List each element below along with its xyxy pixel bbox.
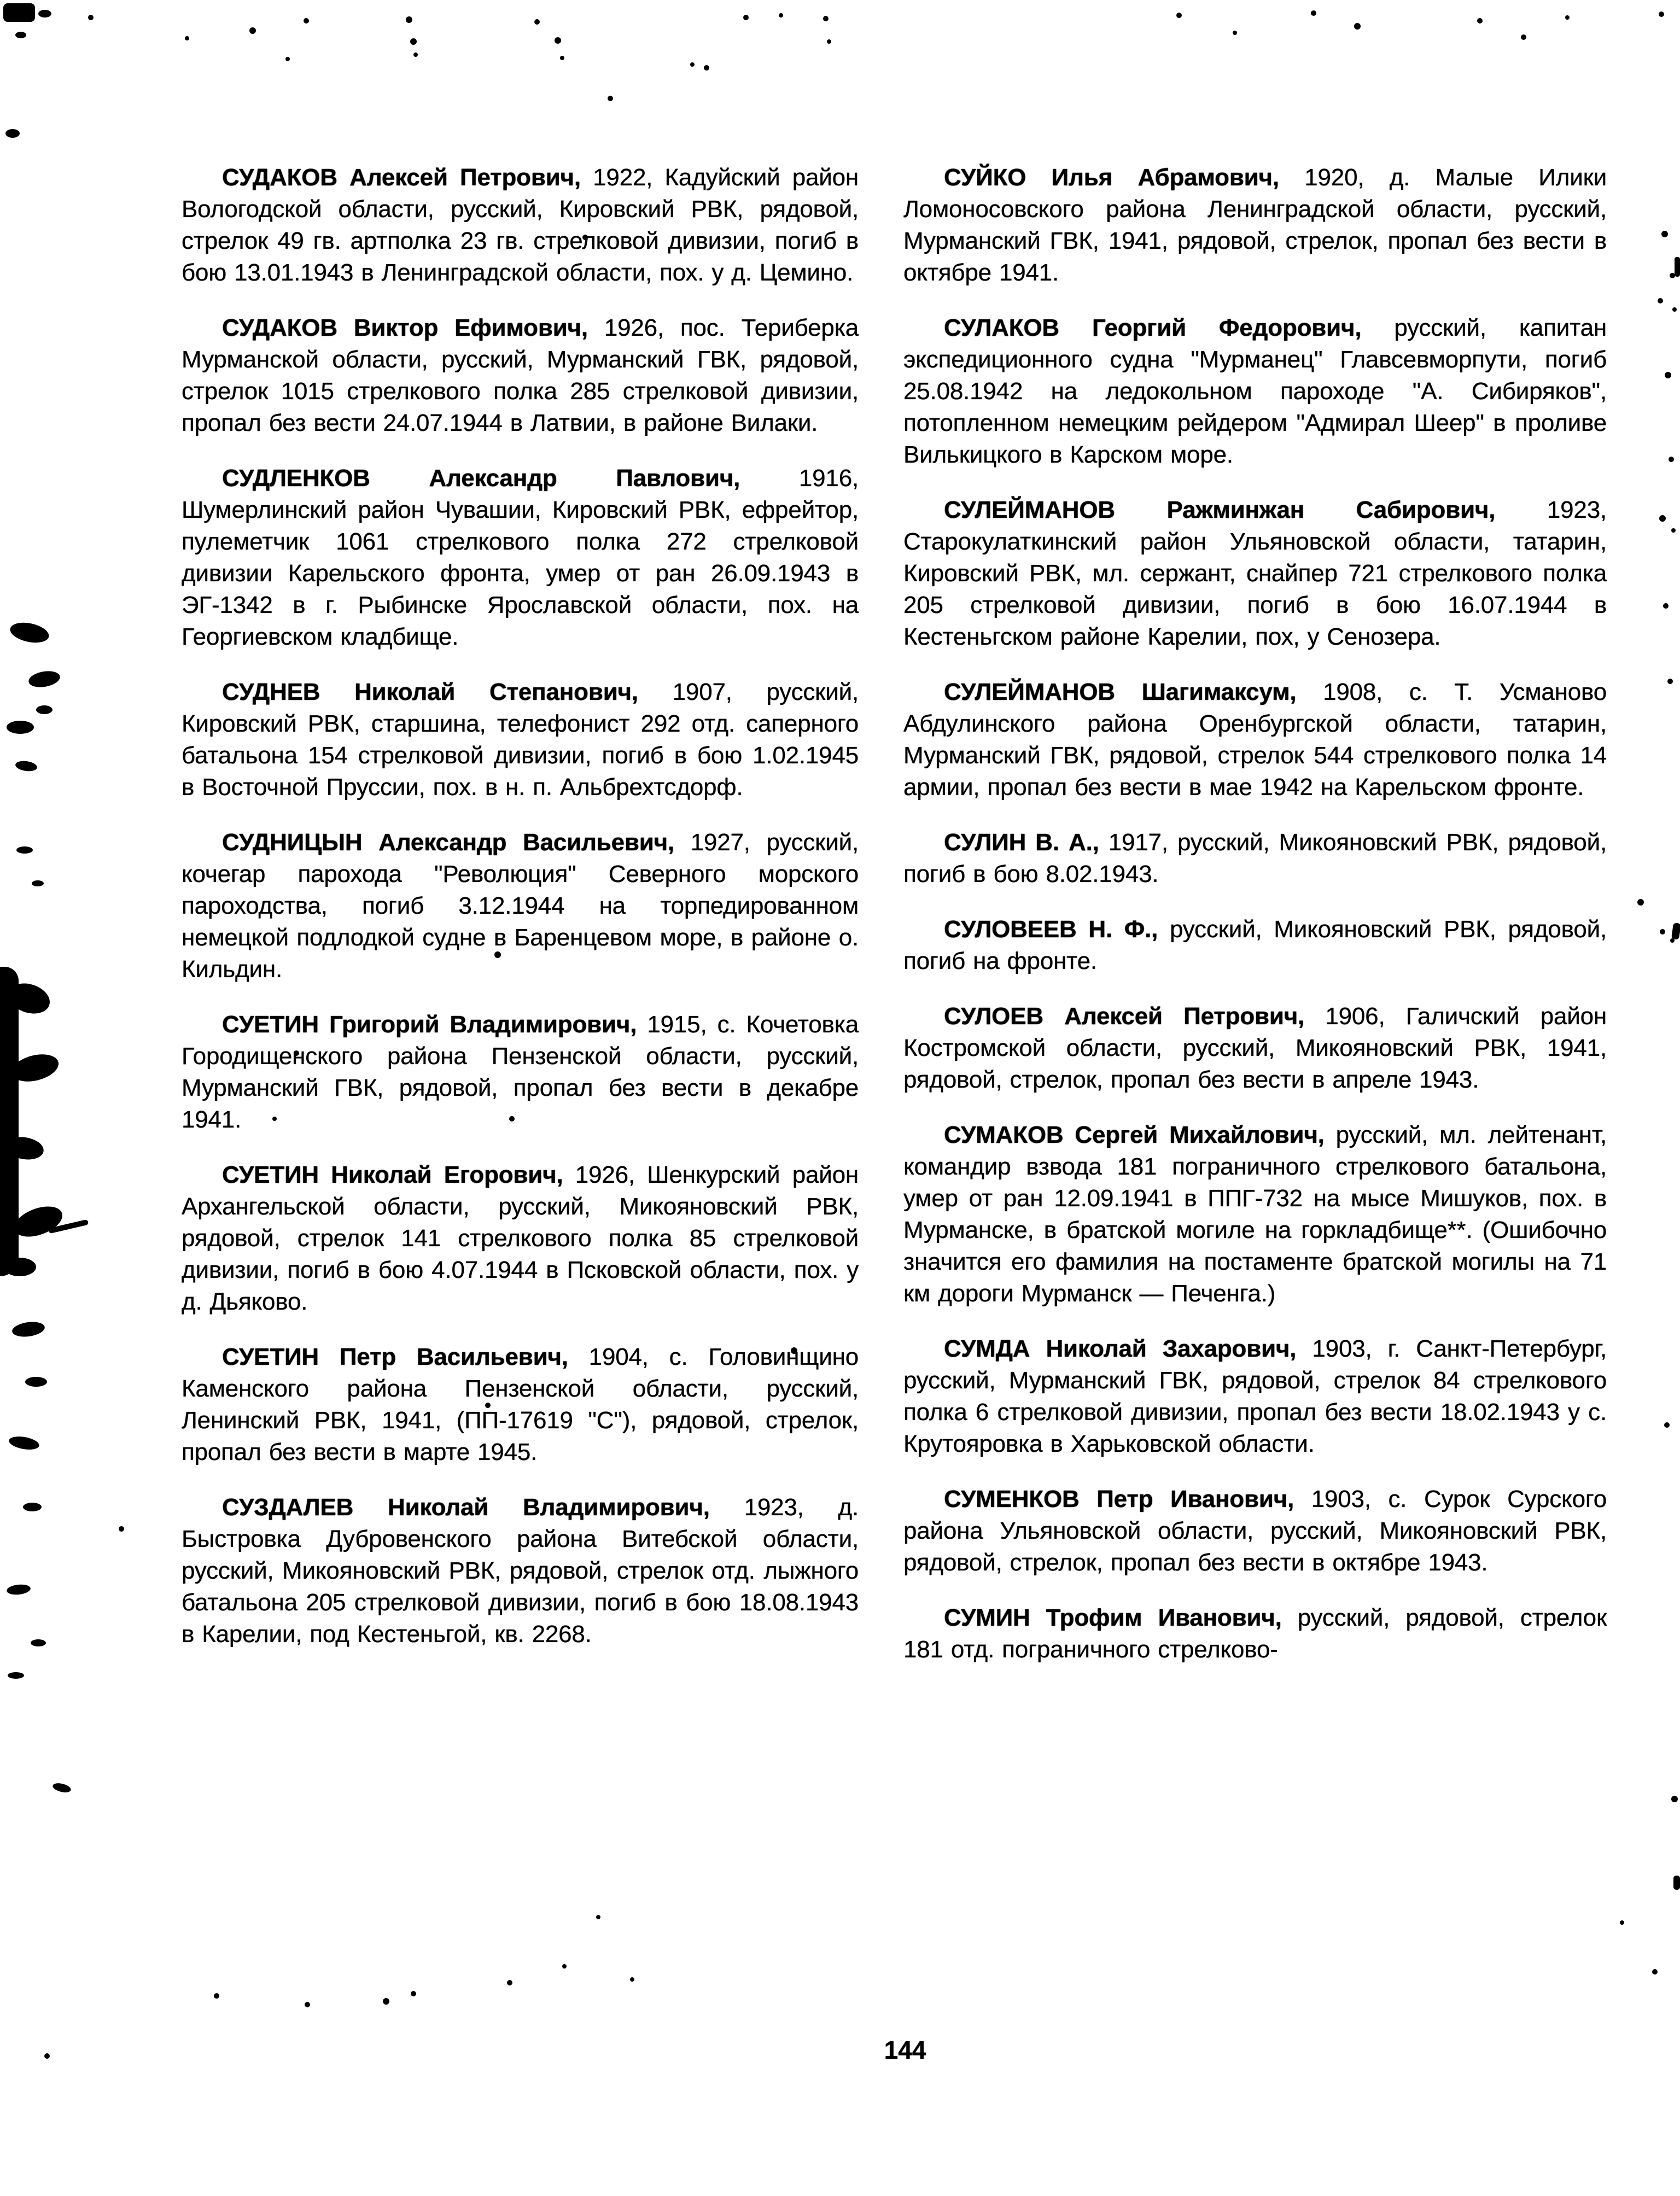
entry-surname: СУДНЕВ Николай Степанович,: [222, 679, 638, 705]
scan-blot: [3, 3, 35, 22]
scan-blot: [31, 1639, 46, 1646]
memorial-entry: СУДНЕВ Николай Степанович, 1907, русский, Кировский РВК, старшина, телефонист 292 отд. саперного батальона 154 стрелковой дивизии, погиб в бою 1.02.1945 в Восточной Пруссии, пох. в н. п. Альбрехтсдорф.: [182, 679, 859, 801]
scan-blot: [7, 721, 34, 734]
scan-blot: [16, 846, 33, 854]
memorial-entry: СУЕТИН Петр Васильевич, 1904, с. Головинщино Каменского района Пензенской области, русский, Ленинский РВК, 1941, (ПП-17619 "С"), рядовой, стрелок, пропал без вести в марте 1945.: [182, 1344, 859, 1465]
memorial-entry: СУЕТИН Григорий Владимирович, 1915, с. Кочетовка Городищенского района Пензенской области, русский, Мурманский ГВК, рядовой, пропал без вести в декабре 1941.: [182, 1011, 859, 1133]
scan-blot: [1673, 1876, 1680, 1890]
memorial-entry: СУЛИН В. А., 1917, русский, Микояновский РВК, рядовой, погиб в бою 8.02.1943.: [903, 829, 1607, 887]
entry-surname: СУМИН Трофим Иванович,: [944, 1604, 1282, 1631]
entry-surname: СУЛОВЕЕВ Н. Ф.,: [944, 916, 1158, 943]
entry-surname: СУЛОЕВ Алексей Петрович,: [944, 1003, 1305, 1030]
scan-blot: [8, 1434, 40, 1451]
page-number: 144: [884, 2036, 926, 2064]
memorial-entry: СУЛОВЕЕВ Н. Ф., русский, Микояновский РВК, рядовой, погиб на фронте.: [903, 916, 1607, 974]
memorial-entry: СУЙКО Илья Абрамович, 1920, д. Малые Илики Ломоносовского района Ленинградской области, русский, Мурманский ГВК, 1941, рядовой, стрелок, пропал без вести в октябре 1941.: [903, 164, 1607, 286]
scan-blot: [38, 10, 51, 17]
scan-blot: [1675, 257, 1680, 277]
memorial-entry: СУДАКОВ Виктор Ефимович, 1926, пос. Териберка Мурманской области, русский, Мурманский ГВК, рядовой, стрелок 1015 стрелкового полка 285 стрелковой дивизии, пропал без вести 24.07.1944 в Латвии, в районе Вилаки.: [182, 314, 859, 436]
scan-blot: [25, 1377, 47, 1387]
memorial-entry: СУЗДАЛЕВ Николай Владимирович, 1923, д. Быстровка Дубровенского района Витебской области, русский, Микояновский РВК, рядовой, стрелок отд. лыжного батальона 205 стрелковой дивизии, погиб в бою 18.08.1943 в Карелии, под Кестеньгой, кв. 2268.: [182, 1494, 859, 1648]
memorial-entry: СУДАКОВ Алексей Петрович, 1922, Кадуйский район Вологодской области, русский, Кировский РВК, рядовой, стрелок 49 гв. артполка 23 гв. стрелковой дивизии, погиб в бою 13.01.1943 в Ленинградской области, пох. у д. Цемино.: [182, 164, 859, 286]
entry-surname: СУЗДАЛЕВ Николай Владимирович,: [222, 1494, 710, 1521]
scan-blot: [15, 32, 26, 38]
memorial-entry: СУДЛЕНКОВ Александр Павлович, 1916, Шумерлинский район Чувашии, Кировский РВК, ефрейтор, пулеметчик 1061 стрелкового полка 272 стрелковой дивизии Карельского фронта, умер от ран 26.09.1943 в ЭГ-1342 в г. Рыбинске Ярославской области, пох. на Георгиевском кладбище.: [182, 465, 859, 650]
memorial-entry: СУЛАКОВ Георгий Федорович, русский, капитан экспедиционного судна "Мурманец" Главсевморпути, погиб 25.08.1942 на ледокольном пароходе "А. Сибиряков", потопленном немецким рейдером "Адмирал Шеер" в проливе Вилькицкого в Карском море.: [903, 314, 1607, 468]
scan-blot: [3, 1258, 36, 1276]
scan-blot: [52, 1782, 72, 1794]
scan-speck-field: [0, 0, 4, 4]
scan-blot: [8, 620, 50, 646]
entry-surname: СУЛЕЙМАНОВ Ражминжан Сабирович,: [944, 497, 1496, 523]
entry-surname: СУЕТИН Петр Васильевич,: [222, 1344, 568, 1370]
memorial-entry: СУМАКОВ Сергей Михайлович, русский, мл. лейтенант, командир взвода 181 пограничного стрелкового батальона, умер от ран 12.09.1941 в ППГ-732 на мысе Мишуков, пох. в Мурманске, в братской могиле на горкладбище**. (Ошибочно значится его фамилия на постаменте братской могилы на 71 км дороги Мурманск — Печенга.): [903, 1122, 1607, 1307]
scan-blot: [36, 705, 52, 714]
memorial-entry: СУМЕНКОВ Петр Иванович, 1903, с. Сурок Сурского района Ульяновской области, русский, Микояновский РВК, рядовой, стрелок, пропал без вести в октябре 1943.: [903, 1486, 1607, 1576]
scan-blot: [8, 1672, 24, 1679]
entry-surname: СУЛИН В. А.,: [944, 829, 1099, 856]
memorial-entry: СУЛЕЙМАНОВ Ражминжан Сабирович, 1923, Старокулаткинский район Ульяновской области, татарин, Кировский РВК, мл. сержант, снайпер 721 стрелкового полка 205 стрелковой дивизии, погиб в бою 16.07.1944 в Кестеньгском районе Карелии, пох, у Сенозера.: [903, 497, 1607, 650]
entry-surname: СУДАКОВ Алексей Петрович,: [222, 164, 581, 191]
memorial-entry: СУЛЕЙМАНОВ Шагимаксум, 1908, с. Т. Усманово Абдулинского района Оренбургской области, татарин, Мурманский ГВК, рядовой, стрелок 544 стрелкового полка 14 армии, пропал без вести в мае 1942 на Карельском фронте.: [903, 679, 1607, 801]
entry-surname: СУЕТИН Григорий Владимирович,: [222, 1011, 637, 1038]
column-right: [903, 162, 1607, 1689]
memorial-entry: СУМИН Трофим Иванович, русский, рядовой, стрелок 181 отд. пограничного стрелково-: [903, 1604, 1607, 1663]
entry-surname: СУМЕНКОВ Петр Иванович,: [944, 1486, 1294, 1512]
entry-surname: СУДАКОВ Виктор Ефимович,: [222, 314, 588, 341]
scan-blot: [27, 669, 61, 690]
scan-blot: [11, 1320, 45, 1339]
entry-surname: СУЛАКОВ Георгий Федорович,: [944, 314, 1362, 341]
entry-surname: СУДНИЦЫН Александр Васильевич,: [222, 829, 674, 856]
memorial-entry: СУМДА Николай Захарович, 1903, г. Санкт-Петербург, русский, Мурманский ГВК, рядовой, стрелок 84 стрелкового полка 6 стрелковой дивизии, пропал без вести 18.02.1943 у с. Крутояровка в Харьковской области.: [903, 1335, 1607, 1457]
memorial-entry: СУЕТИН Николай Егорович, 1926, Шенкурский район Архангельской области, русский, Микояновский РВК, рядовой, стрелок 141 стрелкового полка 85 стрелковой дивизии, погиб в бою 4.07.1944 в Псковской области, пох. у д. Дьяково.: [182, 1161, 859, 1315]
entry-surname: СУЙКО Илья Абрамович,: [944, 164, 1279, 191]
column-left: [182, 162, 859, 1674]
entry-surname: СУЛЕЙМАНОВ Шагимаксум,: [944, 679, 1297, 705]
memorial-entry: СУЛОЕВ Алексей Петрович, 1906, Галичский район Костромской области, русский, Микояновский РВК, 1941, рядовой, стрелок, пропал без вести в апреле 1943.: [903, 1003, 1607, 1093]
scan-blot: [1671, 922, 1680, 940]
entry-surname: СУМДА Николай Захарович,: [944, 1335, 1297, 1362]
scan-blot: [23, 1503, 42, 1511]
scan-blot: [6, 1584, 31, 1596]
scan-blot: [5, 129, 20, 138]
memorial-entry: СУДНИЦЫН Александр Васильевич, 1927, русский, кочегар парохода "Революция" Северного морского пароходства, погиб 3.12.1944 на торпедированном немецкой подлодкой судне в Баренцевом море, в районе о. Кильдин.: [182, 829, 859, 983]
scan-blot: [32, 880, 44, 886]
entry-surname: СУДЛЕНКОВ Александр Павлович,: [222, 465, 740, 492]
entry-surname: СУЕТИН Николай Егорович,: [222, 1161, 563, 1188]
scan-blot: [15, 760, 38, 772]
entry-surname: СУМАКОВ Сергей Михайлович,: [944, 1122, 1325, 1148]
